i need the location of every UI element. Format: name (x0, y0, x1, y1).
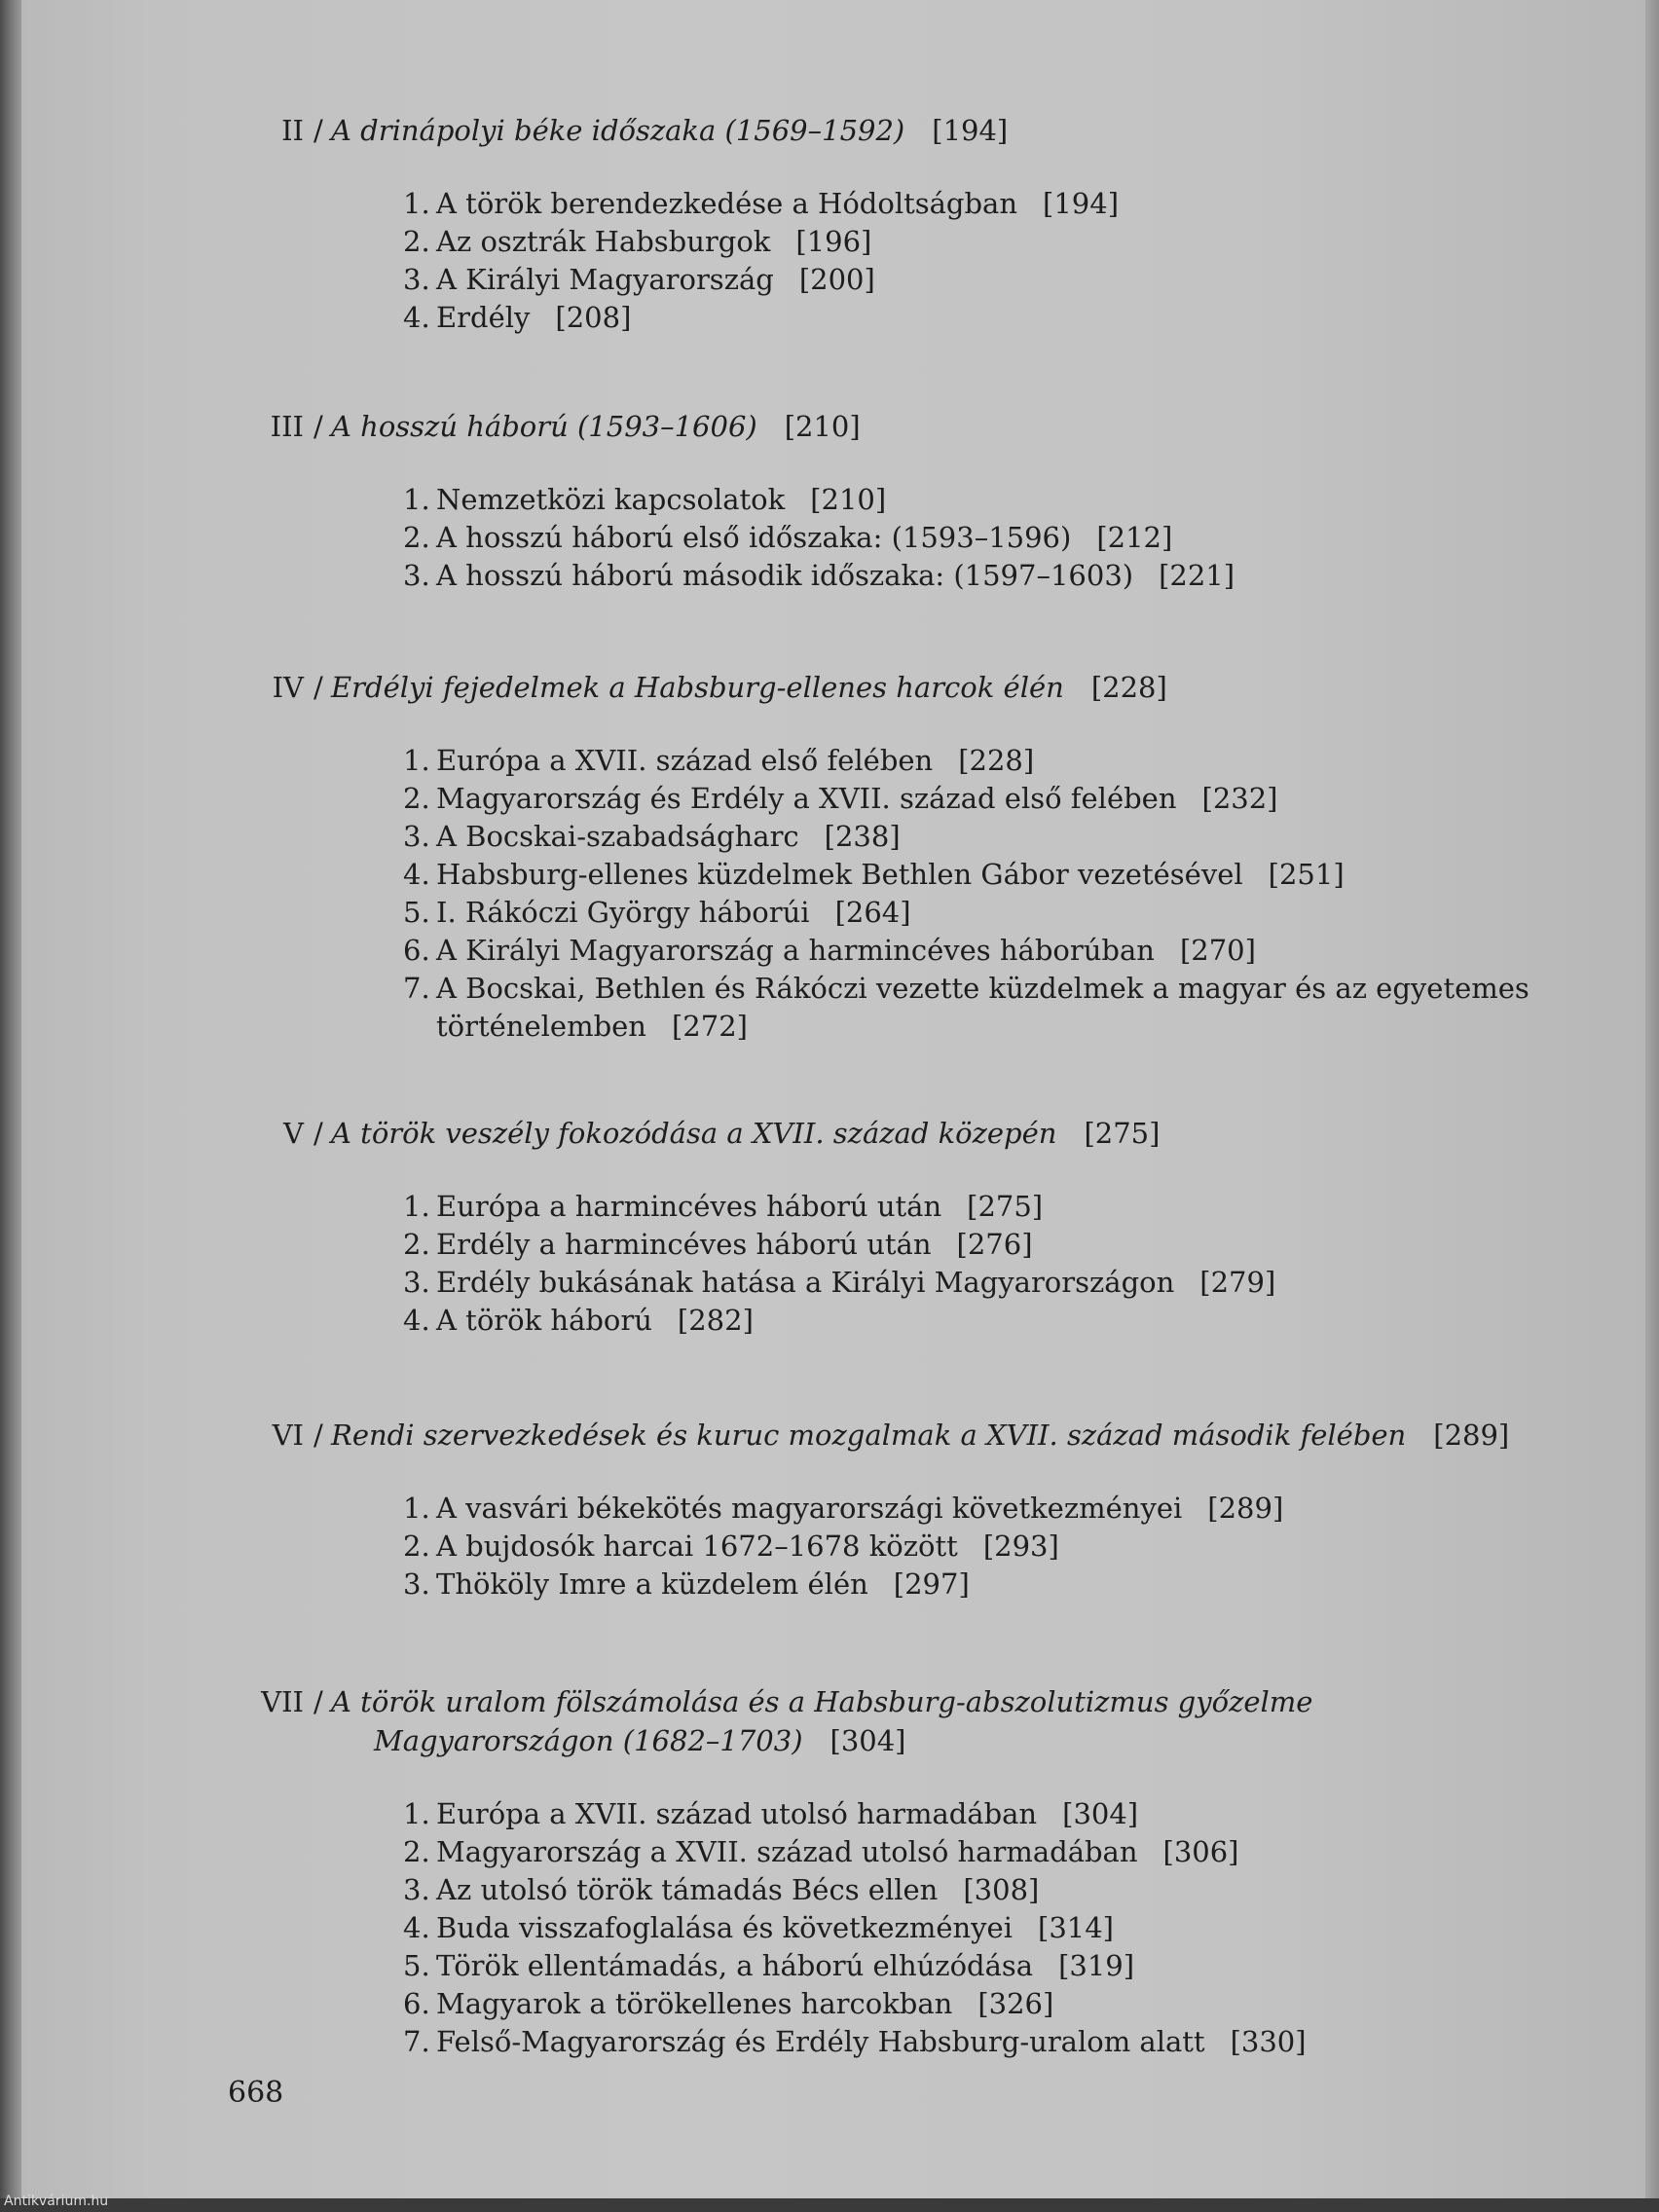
chapter-heading (21, 109, 1647, 152)
chapter-numeral: IV (272, 671, 304, 704)
section-page-ref: [275] (967, 1190, 1044, 1223)
chapter-numeral: VII (261, 1685, 304, 1718)
chapter-heading (21, 666, 1647, 709)
chapter-page-ref: [210] (784, 410, 861, 443)
book-page (21, 0, 1647, 2202)
chapter-numeral: III (270, 410, 304, 443)
section-page-ref: [297] (893, 1567, 970, 1601)
chapter-ii: II / A drinápolyi béke időszaka (1569–1592) [194] 1. A török berendezkedése a Hódoltságban [194] 2. Az osztrák Habsburgok [196] 3. A Királyi Magyarország [200] 4. Erdély [208] (21, 109, 1647, 152)
chapter-numeral: V (283, 1117, 304, 1150)
chapter-heading (21, 1112, 1647, 1155)
section-page-ref: [330] (1230, 2025, 1307, 2058)
section-page-ref: [308] (963, 1873, 1040, 1906)
section-page-ref: [289] (1207, 1492, 1284, 1525)
section-page-ref: [232] (1201, 782, 1278, 815)
chapter-heading (21, 1680, 1647, 1762)
chapter-separator: / (313, 671, 323, 704)
chapter-v: V / A török veszély fokozódása a XVII. század közepén [275] 1. Európa a harmincéves háború után [275] 2. Erdély a harmincéves háború után [276] 3. Erdély bukásának hatása a Királyi Magyarországon [279] 4. A török háború [282] (21, 1112, 1647, 1155)
section-page-ref: [314] (1038, 1911, 1114, 1944)
section-page-ref: [293] (982, 1530, 1059, 1563)
chapter-title: Erdélyi fejedelmek a Habsburg-ellenes harcok élén [228] (331, 671, 1167, 704)
chapter-separator: / (313, 1685, 323, 1718)
chapter-heading (21, 405, 1647, 448)
section-page-ref: [228] (958, 744, 1035, 777)
chapter-page-ref: [304] (830, 1724, 906, 1757)
section-page-ref: [304] (1062, 1797, 1139, 1830)
chapter-page-ref: [289] (1433, 1419, 1510, 1452)
chapter-numeral: VI (272, 1419, 304, 1452)
chapter-numeral: II (281, 114, 304, 147)
chapter-page-ref: [228] (1090, 671, 1167, 704)
chapter-separator: / (313, 1117, 323, 1150)
section-page-ref: [272] (671, 1010, 748, 1043)
chapter-title: A török uralom fölszámolása és a Habsburg-abszolutizmus győzelme (331, 1685, 1313, 1718)
chapter-title: A török veszély fokozódása a XVII. század közepén [275] (331, 1117, 1161, 1150)
chapter-separator: / (313, 1419, 323, 1452)
chapter-vii: VII / A török uralom fölszámolása és a Habsburg-abszolutizmus győzelme Magyarországon (1682–1703) [304] 1. Európa a XVII. század utolsó harmadában [304] 2. Magyarország a XVII. század utolsó harmadában [306] 3. Az utolsó török támadás Bécs ellen [308] 4. Buda visszafoglalása és következményei [314] 5. Török ellentámadás, a háború elhúzódása [319] 6. Magyarok a törökellenes harcokban [326] 7. Felső-Magyarország és Erdély Habsburg-uralom alatt [330] (21, 1680, 1647, 1762)
section-page-ref: [279] (1199, 1266, 1276, 1299)
section-page-ref: [264] (834, 896, 911, 929)
section-page-ref: [319] (1058, 1949, 1135, 1982)
section-page-ref: [196] (795, 225, 872, 258)
chapter-title: A drinápolyi béke időszaka (1569–1592) [194] (331, 114, 1009, 147)
chapter-title: Rendi szervezkedések és kuruc mozgalmak a XVII. század második felében [289] (331, 1419, 1510, 1452)
chapter-iv: IV / Erdélyi fejedelmek a Habsburg-ellenes harcok élén [228] 1. Európa a XVII. század első felében [228] 2. Magyarország és Erdély a XVII. század első felében [232] 3. A Bocskai-szabadságharc [238] 4. Habsburg-ellenes küzdelmek Bethlen Gábor vezetésével [251] 5. I. Rákóczi György háborúi [264] 6. A Királyi Magyarország a harmincéves háborúban [270] 7. A Bocskai, Bethlen és Rákóczi vezette küzdelmek a magyar és az egyetemes történelemben [272] (21, 666, 1647, 709)
section-page-ref: [208] (555, 301, 632, 334)
chapter-iii: III / A hosszú háború (1593–1606) [210] 1. Nemzetközi kapcsolatok [210] 2. A hosszú háború első időszaka: (1593–1596) [212] 3. A hosszú háború második időszaka: (1597–1603) [221] (21, 405, 1647, 448)
section-page-ref: [326] (977, 1987, 1054, 2020)
chapter-title: A hosszú háború (1593–1606) [210] (331, 410, 861, 443)
chapter-title-continued: Magyarországon (1682–1703) [304] (374, 1724, 906, 1757)
section-page-ref: [276] (956, 1228, 1033, 1261)
chapter-page-ref: [275] (1084, 1117, 1161, 1150)
section-page-ref: [282] (677, 1304, 754, 1337)
chapter-heading (21, 1414, 1647, 1456)
chapter-vi: VI / Rendi szervezkedések és kuruc mozgalmak a XVII. század második felében [289] 1. A vasvári békekötés magyarországi következményei [289] 2. A bujdosók harcai 1672–1678 között [293] 3. Thököly Imre a küzdelem élén [297] (21, 1414, 1647, 1456)
scan-bottom-strip (0, 2198, 1659, 2212)
watermark-text: Antikvárium.hu (4, 2194, 109, 2209)
section-page-ref: [200] (798, 263, 875, 296)
page-edge-shadow (1645, 0, 1659, 2198)
book-spine-shadow (0, 0, 21, 2212)
section-page-ref: [306] (1162, 1835, 1239, 1868)
section-page-ref: [221] (1159, 559, 1235, 592)
section-page-ref: [270] (1179, 934, 1256, 967)
section-page-ref: [251] (1268, 858, 1345, 891)
chapter-page-ref: [194] (932, 114, 1009, 147)
chapter-separator: / (313, 114, 323, 147)
chapter-separator: / (313, 410, 323, 443)
page-number: 668 (228, 2076, 284, 2110)
section-page-ref: [212] (1096, 521, 1173, 554)
section-page-ref: [238] (824, 820, 901, 853)
section-page-ref: [210] (810, 483, 887, 516)
section-page-ref: [194] (1043, 187, 1120, 220)
